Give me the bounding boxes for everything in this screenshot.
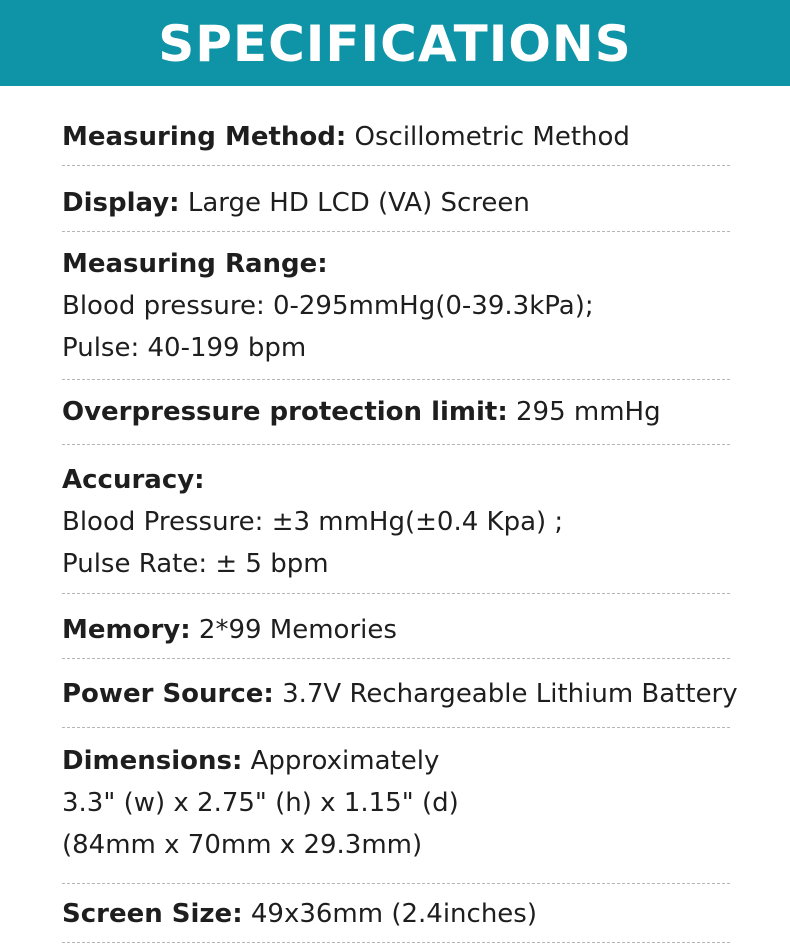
spec-detail-line: Blood Pressure: ±3 mmHg(±0.4 Kpa) ; [62,507,564,537]
spec-display [62,182,742,224]
spec-value: 2*99 Memories [198,615,397,645]
spec-accuracy [62,459,742,585]
divider [62,165,730,166]
divider [62,942,730,943]
spec-label: Power Source: [62,679,274,709]
spec-dimensions [62,740,742,866]
spec-overpressure-limit [62,391,742,433]
spec-label: Measuring Range: [62,249,328,279]
divider [62,658,730,659]
spec-measuring-range [62,243,742,369]
spec-value: 49x36mm (2.4inches) [250,899,537,929]
spec-screen-size [62,893,742,935]
spec-detail-line: Blood pressure: 0-295mmHg(0-39.3kPa); [62,291,594,321]
spec-label: Measuring Method: [62,122,347,152]
spec-memory [62,609,742,651]
spec-power-source [62,673,742,715]
spec-value: Oscillometric Method [354,122,630,152]
divider [62,883,730,884]
divider [62,444,730,445]
spec-detail-line: Pulse Rate: ± 5 bpm [62,549,329,579]
spec-measuring-method [62,116,742,158]
spec-label: Memory: [62,615,191,645]
spec-label: Display: [62,188,180,218]
spec-label: Accuracy: [62,465,205,495]
divider [62,379,730,380]
divider [62,231,730,232]
spec-detail-line: 3.3" (w) x 2.75" (h) x 1.15" (d) [62,788,459,818]
spec-value: Large HD LCD (VA) Screen [187,188,530,218]
divider [62,593,730,594]
spec-detail-line: (84mm x 70mm x 29.3mm) [62,830,423,860]
spec-label: Screen Size: [62,899,243,929]
spec-detail-line: Pulse: 40-199 bpm [62,333,307,363]
spec-value: 295 mmHg [516,397,661,427]
spec-label: Dimensions: [62,746,243,776]
spec-value: 3.7V Rechargeable Lithium Battery [282,679,738,709]
page-title: SPECIFICATIONS [158,15,632,73]
specifications-header [0,0,790,86]
spec-value: Approximately [250,746,440,776]
divider [62,727,730,728]
spec-label: Overpressure protection limit: [62,397,508,427]
